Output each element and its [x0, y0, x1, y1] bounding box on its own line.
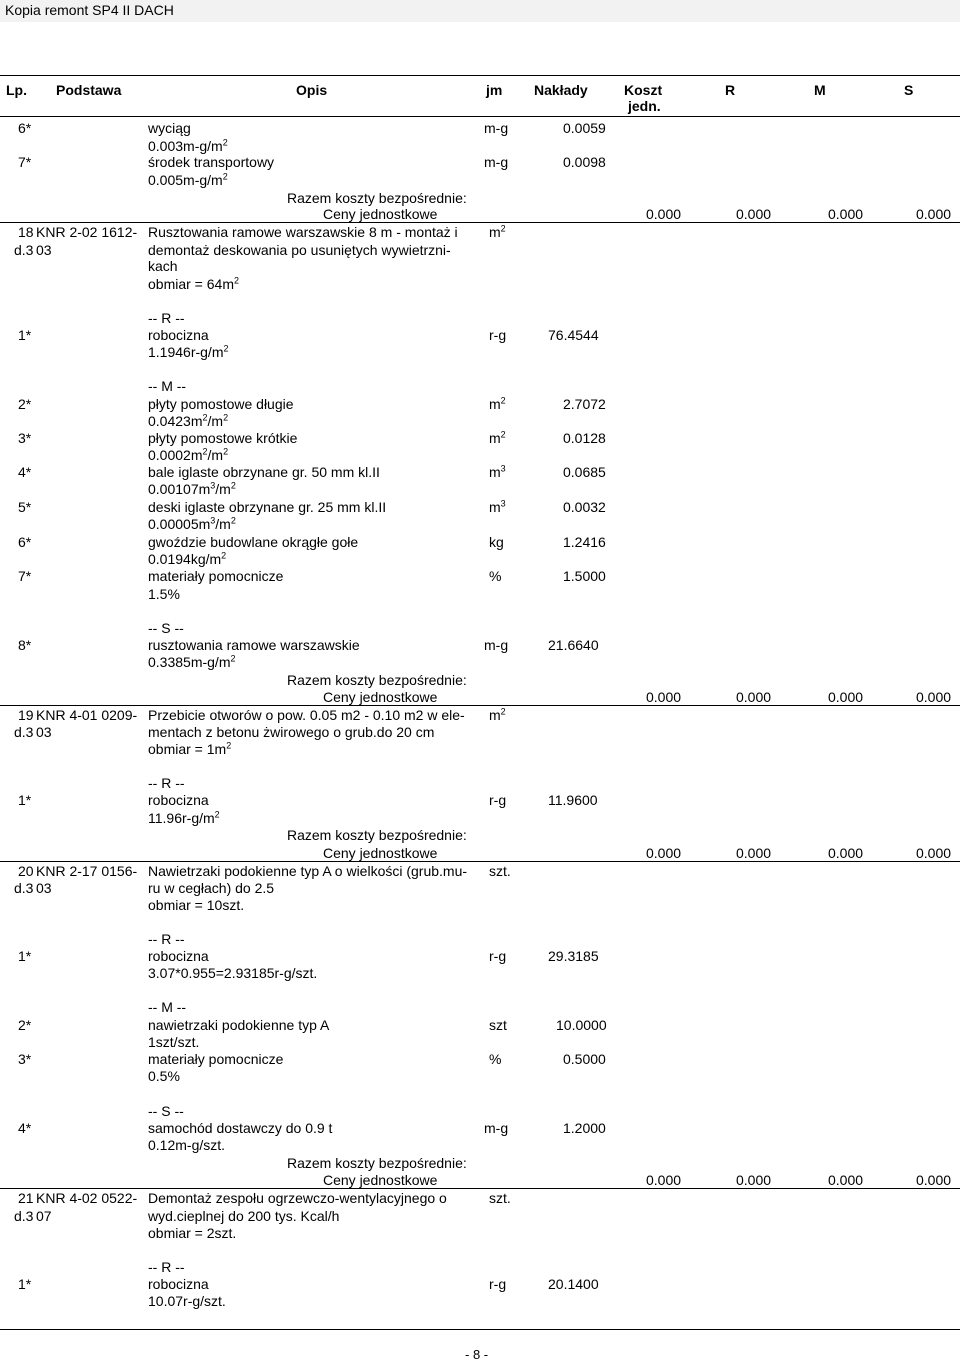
row-unit: $m^3$	[489, 498, 506, 515]
price-m: 0.000	[736, 845, 772, 861]
position-number: 19	[18, 707, 34, 723]
row-name: rusztowania ramowe warszawskie	[148, 637, 360, 653]
row-lp: 2*	[18, 396, 32, 412]
row-qty: 1.5000	[563, 568, 606, 584]
price-m: 0.000	[736, 206, 772, 222]
position-basis: KNR 4-01 0209-	[36, 707, 138, 723]
row-norm: $0.0002m^2/m^2$	[148, 446, 229, 463]
row-lp: 4*	[18, 1120, 32, 1136]
row-qty: 0.0128	[563, 430, 606, 446]
col-cost-unit: jedn.	[628, 98, 661, 114]
position-basis-2: 03	[36, 724, 52, 740]
row-unit: r-g	[489, 948, 507, 964]
row-name: bale iglaste obrzynane gr. 50 mm kl.II	[148, 464, 380, 480]
price-s: 0.000	[828, 845, 864, 861]
position-number: 21	[18, 1190, 34, 1206]
window-title: Kopia remont SP4 II DACH	[5, 2, 174, 18]
unit-prices-label: Ceny jednostkowe	[323, 206, 438, 222]
row-qty: 1.2000	[563, 1120, 606, 1136]
row-unit: szt	[489, 1017, 507, 1033]
price-m: 0.000	[736, 1172, 772, 1188]
row-name: robocizna	[148, 948, 209, 964]
row-norm: $11.96r-g/m^2$	[148, 809, 220, 826]
row-norm: 1.5%	[148, 586, 180, 602]
row-name: robocizna	[148, 792, 209, 808]
row-name: materiały pomocnicze	[148, 1051, 284, 1067]
position-unit: $m^2$	[489, 223, 506, 240]
row-norm: 1szt/szt.	[148, 1034, 200, 1050]
position-rule	[0, 705, 960, 706]
direct-costs-label: Razem koszty bezpośrednie:	[287, 1155, 467, 1171]
section-r: -- R --	[148, 1259, 185, 1275]
row-qty: 0.0059	[563, 120, 606, 136]
position-desc-2: wyd.cieplnej do 200 tys. Kcal/h	[148, 1208, 340, 1224]
position-desc: Przebicie otworów o pow. 0.05 m2 - 0.10 m2 w ele-	[148, 707, 465, 723]
price-m: 0.000	[736, 689, 772, 705]
row-qty: 0.0032	[563, 499, 606, 515]
col-basis: Podstawa	[56, 82, 122, 98]
section-m: -- M --	[148, 999, 187, 1015]
row-lp: 2*	[18, 1017, 32, 1033]
price-total: 0.000	[916, 206, 952, 222]
row-lp: 1*	[18, 948, 32, 964]
section-r: -- R --	[148, 775, 185, 791]
position-number: 20	[18, 863, 34, 879]
direct-costs-label: Razem koszty bezpośrednie:	[287, 827, 467, 843]
position-chapter: d.3	[14, 724, 34, 740]
header-top-rule	[0, 75, 960, 76]
row-qty: 0.0098	[563, 154, 606, 170]
col-lp: Lp.	[6, 82, 27, 98]
position-basis: KNR 2-17 0156-	[36, 863, 138, 879]
position-basis-2: 03	[36, 242, 52, 258]
row-unit: $m^2$	[489, 395, 506, 412]
row-lp: 1*	[18, 1276, 32, 1292]
price-s: 0.000	[828, 206, 864, 222]
unit-prices-label: Ceny jednostkowe	[323, 1172, 438, 1188]
row-norm: 0.5%	[148, 1068, 180, 1084]
row-unit: kg	[489, 534, 504, 550]
price-r: 0.000	[646, 1172, 682, 1188]
row-lp: 6*	[18, 120, 32, 136]
row-name: płyty pomostowe długie	[148, 396, 294, 412]
row-name: gwoździe budowlane okrągłe gołe	[148, 534, 359, 550]
position-number: 18	[18, 224, 34, 240]
position-desc-3: kach	[148, 258, 178, 274]
row-norm: $1.1946r-g/m^2$	[148, 343, 229, 360]
price-total: 0.000	[916, 845, 952, 861]
position-unit: szt.	[489, 863, 511, 879]
row-unit: m-g	[484, 154, 509, 170]
position-measure: obmiar = 10szt.	[148, 897, 245, 913]
page-number: - 8 -	[465, 1347, 489, 1362]
row-norm: $0.005m-g/m^2$	[148, 171, 228, 188]
row-norm: 3.07*0.955=2.93185r-g/szt.	[148, 965, 318, 981]
row-norm: 10.07r-g/szt.	[148, 1293, 226, 1309]
price-s: 0.000	[828, 1172, 864, 1188]
row-lp: 8*	[18, 637, 32, 653]
position-measure: obmiar = $1m^2$	[148, 740, 232, 757]
position-rule	[0, 1188, 960, 1189]
row-name: płyty pomostowe krótkie	[148, 430, 298, 446]
row-norm: $0.0194kg/m^2$	[148, 550, 227, 567]
direct-costs-label: Razem koszty bezpośrednie:	[287, 190, 467, 206]
price-r: 0.000	[646, 845, 682, 861]
col-cost: Koszt	[624, 82, 663, 98]
position-desc-2: demontaż deskowania po usuniętych wywietrzni-	[148, 242, 451, 258]
price-r: 0.000	[646, 206, 682, 222]
row-qty: 2.7072	[563, 396, 606, 412]
position-desc-2: ru w cegłach) do 2.5	[148, 880, 275, 896]
col-r: R	[725, 82, 736, 98]
row-unit: r-g	[489, 792, 507, 808]
row-norm: $0.00005m^3/m^2$	[148, 515, 236, 532]
footer-rule	[0, 1329, 960, 1330]
row-unit: $m^3$	[489, 463, 506, 480]
price-total: 0.000	[916, 689, 952, 705]
position-basis-2: 03	[36, 880, 52, 896]
row-unit: m-g	[484, 1120, 509, 1136]
row-qty: 1.2416	[563, 534, 606, 550]
position-desc: Nawietrzaki podokienne typ A o wielkości (grub.mu-	[148, 863, 468, 879]
row-name: środek transportowy	[148, 154, 275, 170]
position-chapter: d.3	[14, 880, 34, 896]
row-name: materiały pomocnicze	[148, 568, 284, 584]
row-unit: m-g	[484, 637, 509, 653]
unit-prices-label: Ceny jednostkowe	[323, 689, 438, 705]
position-desc: Rusztowania ramowe warszawskie 8 m - montaż i	[148, 224, 458, 240]
direct-costs-label: Razem koszty bezpośrednie:	[287, 672, 467, 688]
position-unit: szt.	[489, 1190, 511, 1206]
position-basis-2: 07	[36, 1208, 52, 1224]
row-qty: 0.5000	[563, 1051, 606, 1067]
row-norm: $0.003m-g/m^2$	[148, 137, 228, 154]
position-chapter: d.3	[14, 242, 34, 258]
col-outlay: Nakłady	[534, 82, 588, 98]
row-qty: 21.6640	[548, 637, 599, 653]
row-lp: 5*	[18, 499, 32, 515]
row-lp: 3*	[18, 1051, 32, 1067]
row-norm: $0.0423m^2/m^2$	[148, 412, 229, 429]
row-qty: 76.4544	[548, 327, 599, 343]
section-r: -- R --	[148, 310, 185, 326]
position-chapter: d.3	[14, 1208, 34, 1224]
row-name: robocizna	[148, 327, 209, 343]
row-name: nawietrzaki podokienne typ A	[148, 1017, 330, 1033]
row-qty: 10.0000	[556, 1017, 607, 1033]
price-total: 0.000	[916, 1172, 952, 1188]
col-m: M	[814, 82, 826, 98]
col-unit: jm	[486, 82, 503, 98]
row-unit: %	[489, 568, 502, 584]
position-measure: obmiar = 2szt.	[148, 1225, 237, 1241]
row-qty: 11.9600	[548, 792, 598, 808]
row-norm: $0.00107m^3/m^2$	[148, 480, 236, 497]
row-lp: 1*	[18, 792, 32, 808]
row-unit: r-g	[489, 1276, 507, 1292]
section-m: -- M --	[148, 378, 187, 394]
position-measure: obmiar = $64m^2$	[148, 275, 239, 292]
row-lp: 7*	[18, 154, 32, 170]
section-s: -- S --	[148, 620, 184, 636]
position-basis: KNR 2-02 1612-	[36, 224, 138, 240]
position-basis: KNR 4-02 0522-	[36, 1190, 138, 1206]
row-unit: $m^2$	[489, 429, 506, 446]
row-lp: 1*	[18, 327, 32, 343]
header-bottom-rule	[0, 116, 960, 117]
row-qty: 0.0685	[563, 464, 606, 480]
price-s: 0.000	[828, 689, 864, 705]
price-r: 0.000	[646, 689, 682, 705]
row-unit: r-g	[489, 327, 507, 343]
position-unit: $m^2$	[489, 706, 506, 723]
row-lp: 4*	[18, 464, 32, 480]
row-name: samochód dostawczy do 0.9 t	[148, 1120, 333, 1136]
row-unit: m-g	[484, 120, 509, 136]
col-s: S	[904, 82, 914, 98]
row-norm: 0.12m-g/szt.	[148, 1137, 226, 1153]
row-lp: 6*	[18, 534, 32, 550]
position-rule	[0, 222, 960, 223]
row-norm: $0.3385m-g/m^2$	[148, 653, 236, 670]
section-s: -- S --	[148, 1103, 184, 1119]
col-desc: Opis	[296, 82, 328, 98]
section-r: -- R --	[148, 931, 185, 947]
row-lp: 3*	[18, 430, 32, 446]
position-desc: Demontaż zespołu ogrzewczo-wentylacyjnego o	[148, 1190, 447, 1206]
window-titlebar	[0, 0, 960, 22]
unit-prices-label: Ceny jednostkowe	[323, 845, 438, 861]
row-name: wyciąg	[148, 120, 191, 136]
row-qty: 20.1400	[548, 1276, 599, 1292]
position-rule	[0, 861, 960, 862]
position-desc-2: mentach z betonu żwirowego o grub.do 20 cm	[148, 724, 435, 740]
row-qty: 29.3185	[548, 948, 599, 964]
row-name: deski iglaste obrzynane gr. 25 mm kl.II	[148, 499, 387, 515]
row-unit: %	[489, 1051, 502, 1067]
row-lp: 7*	[18, 568, 32, 584]
row-name: robocizna	[148, 1276, 209, 1292]
